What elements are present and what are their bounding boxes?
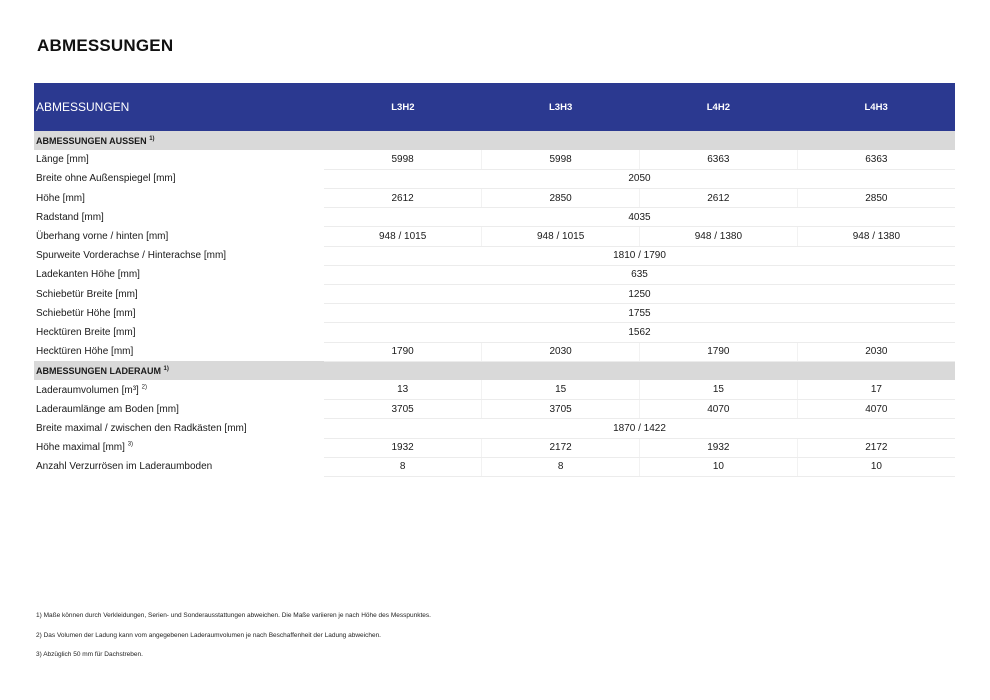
table-row — [34, 189, 955, 208]
footnote: 3) Abzüglich 50 mm für Dachstreben. — [36, 651, 143, 658]
footnote-marker: 1) — [149, 135, 155, 142]
table-row — [34, 227, 955, 246]
header-label: ABMESSUNGEN — [36, 100, 130, 114]
row-label — [34, 438, 324, 457]
section-title-text: ABMESSUNGEN LADERAUM — [36, 366, 162, 377]
row-label — [34, 304, 324, 323]
row-label-text: Schiebetür Höhe [mm] — [36, 307, 136, 319]
table-row — [34, 380, 955, 399]
row-label — [34, 227, 324, 246]
table-row — [34, 419, 955, 438]
table-cell: 2612 — [324, 189, 482, 208]
table-cell: 15 — [640, 380, 798, 399]
table-cell: 5998 — [482, 150, 640, 169]
table-row — [34, 169, 955, 188]
table-cell: 1790 — [640, 342, 798, 361]
row-label — [34, 457, 324, 476]
page-title: ABMESSUNGEN — [37, 36, 174, 55]
row-label-text: Höhe [mm] — [36, 192, 85, 204]
row-label — [34, 419, 324, 438]
table-cell: 1790 — [324, 342, 482, 361]
table-cell: 4070 — [797, 400, 955, 419]
table-cell-spanning: 4035 — [324, 208, 955, 227]
row-label-text: Anzahl Verzurrösen im Laderaumboden — [36, 461, 213, 473]
table-cell-spanning: 1250 — [324, 285, 955, 304]
table-row — [34, 265, 955, 284]
table-cell: 6363 — [640, 150, 798, 169]
table-row — [34, 304, 955, 323]
footnotes — [36, 612, 431, 671]
table-row — [34, 285, 955, 304]
column-header: L4H3 — [864, 101, 888, 113]
table-row — [34, 438, 955, 457]
section-title — [34, 131, 955, 150]
footnote-marker: 2) — [141, 384, 147, 391]
dimensions-table — [34, 83, 955, 477]
row-label — [34, 208, 324, 227]
table-cell-spanning: 1870 / 1422 — [324, 419, 955, 438]
row-label — [34, 246, 324, 265]
table-row — [34, 246, 955, 265]
table-row — [34, 342, 955, 361]
row-label-text: Breite ohne Außenspiegel [mm] — [36, 173, 176, 185]
table-cell: 948 / 1015 — [324, 227, 482, 246]
row-label — [34, 265, 324, 284]
section-title-text: ABMESSUNGEN AUSSEN — [36, 135, 147, 146]
row-label-text: Überhang vorne / hinten [mm] — [36, 231, 169, 243]
row-label — [34, 285, 324, 304]
footnote: 1) Maße können durch Verkleidungen, Serien- und Sonderausstattungen abweichen. Die Maße variieren je nach Höhe des Messpunktes. — [36, 612, 431, 619]
table-cell: 5998 — [324, 150, 482, 169]
table-cell: 15 — [482, 380, 640, 399]
table-cell: 8 — [324, 457, 482, 476]
table-cell: 4070 — [640, 400, 798, 419]
table-header-row — [34, 83, 955, 131]
table-cell: 948 / 1380 — [797, 227, 955, 246]
table-cell: 8 — [482, 457, 640, 476]
row-label — [34, 342, 324, 361]
table-body — [34, 131, 955, 476]
row-label — [34, 323, 324, 342]
row-label-text: Laderaumlänge am Boden [mm] — [36, 403, 179, 415]
section-title — [34, 361, 955, 380]
table-cell-spanning: 1755 — [324, 304, 955, 323]
table-cell: 948 / 1015 — [482, 227, 640, 246]
table-cell-spanning: 2050 — [324, 169, 955, 188]
table-cell-spanning: 1810 / 1790 — [324, 246, 955, 265]
row-label — [34, 150, 324, 169]
footnote: 2) Das Volumen der Ladung kann vom angegebenen Laderaumvolumen je nach Beschaffenheit der Ladung abweichen. — [36, 631, 381, 639]
table-cell-spanning: 1562 — [324, 323, 955, 342]
row-label — [34, 189, 324, 208]
row-label-text: Länge [mm] — [36, 154, 89, 166]
row-label-text: Radstand [mm] — [36, 211, 104, 223]
table-cell-spanning: 635 — [324, 265, 955, 284]
row-label-text: Höhe maximal [mm] — [36, 442, 125, 454]
column-header: L3H2 — [391, 101, 415, 113]
table-cell: 2030 — [797, 342, 955, 361]
column-header: L4H2 — [706, 101, 730, 113]
column-header: L3H3 — [549, 101, 573, 113]
table-cell: 2172 — [482, 438, 640, 457]
table-cell: 17 — [797, 380, 955, 399]
row-label-text: Ladekanten Höhe [mm] — [36, 269, 140, 281]
row-label — [34, 380, 324, 399]
table-cell: 3705 — [324, 400, 482, 419]
table-cell: 2850 — [797, 189, 955, 208]
table-cell: 1932 — [640, 438, 798, 457]
row-label-text: Schiebetür Breite [mm] — [36, 288, 138, 300]
table-cell: 10 — [797, 457, 955, 476]
table-cell: 2612 — [640, 189, 798, 208]
table-cell: 2172 — [797, 438, 955, 457]
footnote-marker: 1) — [163, 366, 169, 373]
row-label-text: Hecktüren Höhe [mm] — [36, 346, 134, 358]
table-row — [34, 150, 955, 169]
table-cell: 2850 — [482, 189, 640, 208]
footnote-marker: 3) — [127, 441, 134, 448]
table-row — [34, 400, 955, 419]
table-cell: 948 / 1380 — [640, 227, 798, 246]
row-label-text: Breite maximal / zwischen den Radkästen [mm] — [36, 422, 247, 434]
table-row — [34, 323, 955, 342]
section-header-row — [34, 131, 955, 150]
row-label — [34, 169, 324, 188]
row-label-text: Spurweite Vorderachse / Hinterachse [mm] — [36, 250, 227, 262]
table-cell: 13 — [324, 380, 482, 399]
row-label-text: Hecktüren Breite [mm] — [36, 326, 136, 338]
table-cell: 2030 — [482, 342, 640, 361]
row-label-text: Laderaumvolumen [m³] — [36, 384, 139, 396]
table-cell: 6363 — [797, 150, 955, 169]
row-label — [34, 400, 324, 419]
table-row — [34, 208, 955, 227]
table-cell: 10 — [640, 457, 798, 476]
table-row — [34, 457, 955, 476]
table-cell: 1932 — [324, 438, 482, 457]
section-header-row — [34, 361, 955, 380]
table-cell: 3705 — [482, 400, 640, 419]
